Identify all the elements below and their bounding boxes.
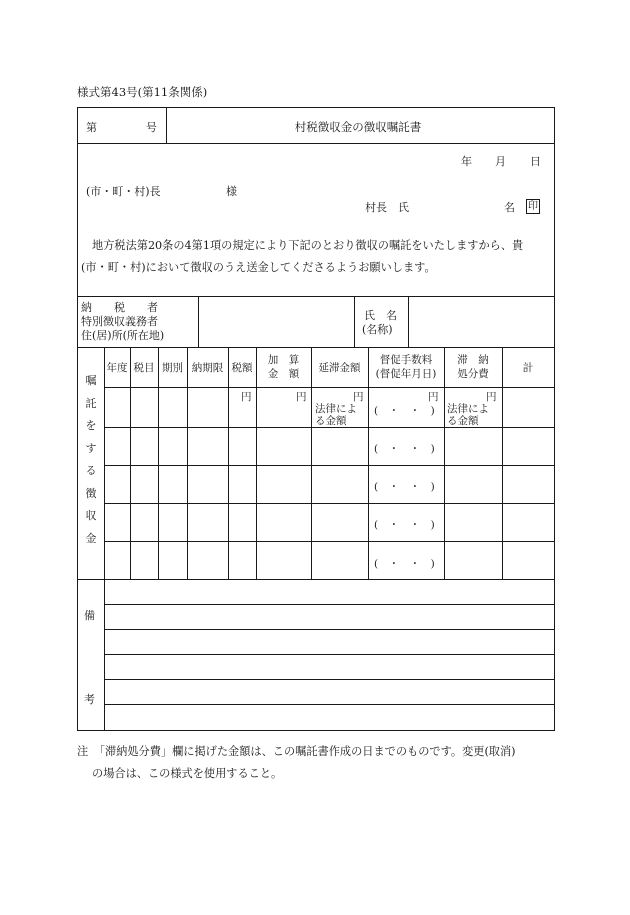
divider (408, 296, 409, 347)
form-frame (77, 107, 555, 731)
remarks-line (104, 604, 554, 605)
remarks-line (104, 679, 554, 680)
date-month: 月 (495, 155, 506, 168)
name-label-2: (名称) (362, 323, 393, 336)
note-line-1: 注 「滞納処分費」欄に掲げた金額は、この嘱託書作成の日までのものです。変更(取消) (77, 745, 516, 758)
col-year: 年度 (106, 362, 128, 374)
disposal-law-1: 法律によ (447, 403, 489, 415)
divider (354, 296, 355, 347)
divider (78, 296, 554, 297)
yen-amount: 円 (241, 391, 252, 403)
divider (104, 541, 554, 542)
yen-disposal: 円 (486, 391, 497, 403)
fee-date-1: ( ・ ・ ) (374, 405, 435, 417)
taxpayer-label-1: 納 税 者 (81, 301, 158, 314)
date-year: 年 (461, 155, 472, 168)
yen-delinquency: 円 (353, 391, 364, 403)
col-surcharge-1: 加 算 (267, 354, 300, 366)
side-char: 託 (85, 396, 97, 410)
divider (368, 347, 369, 579)
number-label-2: 号 (146, 121, 157, 134)
col-disposal-1: 滞 納 (457, 354, 489, 366)
fee-date-2: ( ・ ・ ) (374, 443, 435, 455)
fee-date-3: ( ・ ・ ) (374, 481, 435, 493)
side-char: 金 (85, 531, 97, 545)
addressee-name: (市・町・村)長 (86, 185, 161, 198)
divider (158, 347, 159, 579)
col-total: 計 (522, 362, 534, 374)
remarks-line (104, 654, 554, 655)
number-label-1: 第 (86, 121, 97, 134)
side-char: す (85, 441, 97, 455)
remarks-line (104, 629, 554, 630)
remarks-label-2: 考 (84, 693, 95, 706)
divider (256, 347, 257, 579)
sender-title: 村長 氏 (365, 201, 409, 214)
taxpayer-label-2: 特別徴収義務者 (81, 315, 158, 328)
side-char: 徴 (85, 486, 97, 500)
side-char: 嘱 (85, 374, 97, 387)
col-delinquency: 延滞金額 (318, 362, 361, 374)
col-fee-1: 督促手数料 (379, 354, 433, 366)
divider (228, 347, 229, 579)
col-period: 期別 (162, 362, 183, 374)
divider (187, 347, 188, 579)
divider (166, 108, 167, 143)
divider (502, 347, 503, 579)
divider (78, 143, 554, 144)
date-day: 日 (530, 155, 541, 168)
col-amount: 税額 (231, 362, 253, 374)
divider (78, 579, 554, 580)
delinquency-law-1: 法律によ (315, 403, 357, 415)
divider (78, 347, 554, 348)
remarks-line (104, 704, 554, 705)
body-line-2: (市・町・村)において徴収のうえ送金してくださるようお願いします。 (81, 261, 436, 274)
disposal-law-2: る金額 (447, 415, 479, 427)
yen-surcharge: 円 (296, 391, 307, 403)
addressee-sama: 様 (226, 185, 237, 198)
sender-mei: 名 (504, 201, 515, 214)
divider (130, 347, 131, 579)
divider (104, 465, 554, 466)
side-label (84, 370, 98, 550)
divider (104, 387, 554, 388)
col-fee-2: (督促年月日) (375, 368, 437, 380)
col-due: 納期限 (191, 362, 224, 374)
remarks-label-1: 備 (84, 609, 95, 622)
fee-date-5: ( ・ ・ ) (374, 558, 435, 570)
divider (104, 503, 554, 504)
divider (198, 296, 199, 347)
fee-date-4: ( ・ ・ ) (374, 519, 435, 531)
col-item: 税目 (133, 362, 155, 374)
taxpayer-label-3: 住(居)所(所在地) (81, 329, 165, 342)
seal-mark: 印 (528, 201, 538, 212)
side-char: る (85, 464, 97, 477)
divider (104, 347, 105, 579)
divider (311, 347, 312, 579)
side-char: 収 (85, 509, 97, 522)
yen-fee: 円 (428, 391, 439, 403)
col-disposal-2: 処分費 (457, 368, 489, 380)
form-id: 様式第43号(第11条関係) (77, 85, 208, 99)
side-char: を (85, 419, 97, 432)
divider (444, 347, 445, 579)
name-label-1: 氏 名 (364, 309, 397, 322)
note-line-2: の場合は、この様式を使用すること。 (92, 767, 283, 780)
body-line-1: 地方税法第20条の4第1項の規定により下記のとおり徴収の嘱託をいたしますから、貴 (92, 239, 524, 252)
form-title: 村税徴収金の徴収嘱託書 (294, 120, 422, 134)
delinquency-law-2: る金額 (315, 415, 347, 427)
col-surcharge-2: 金 額 (267, 368, 300, 380)
